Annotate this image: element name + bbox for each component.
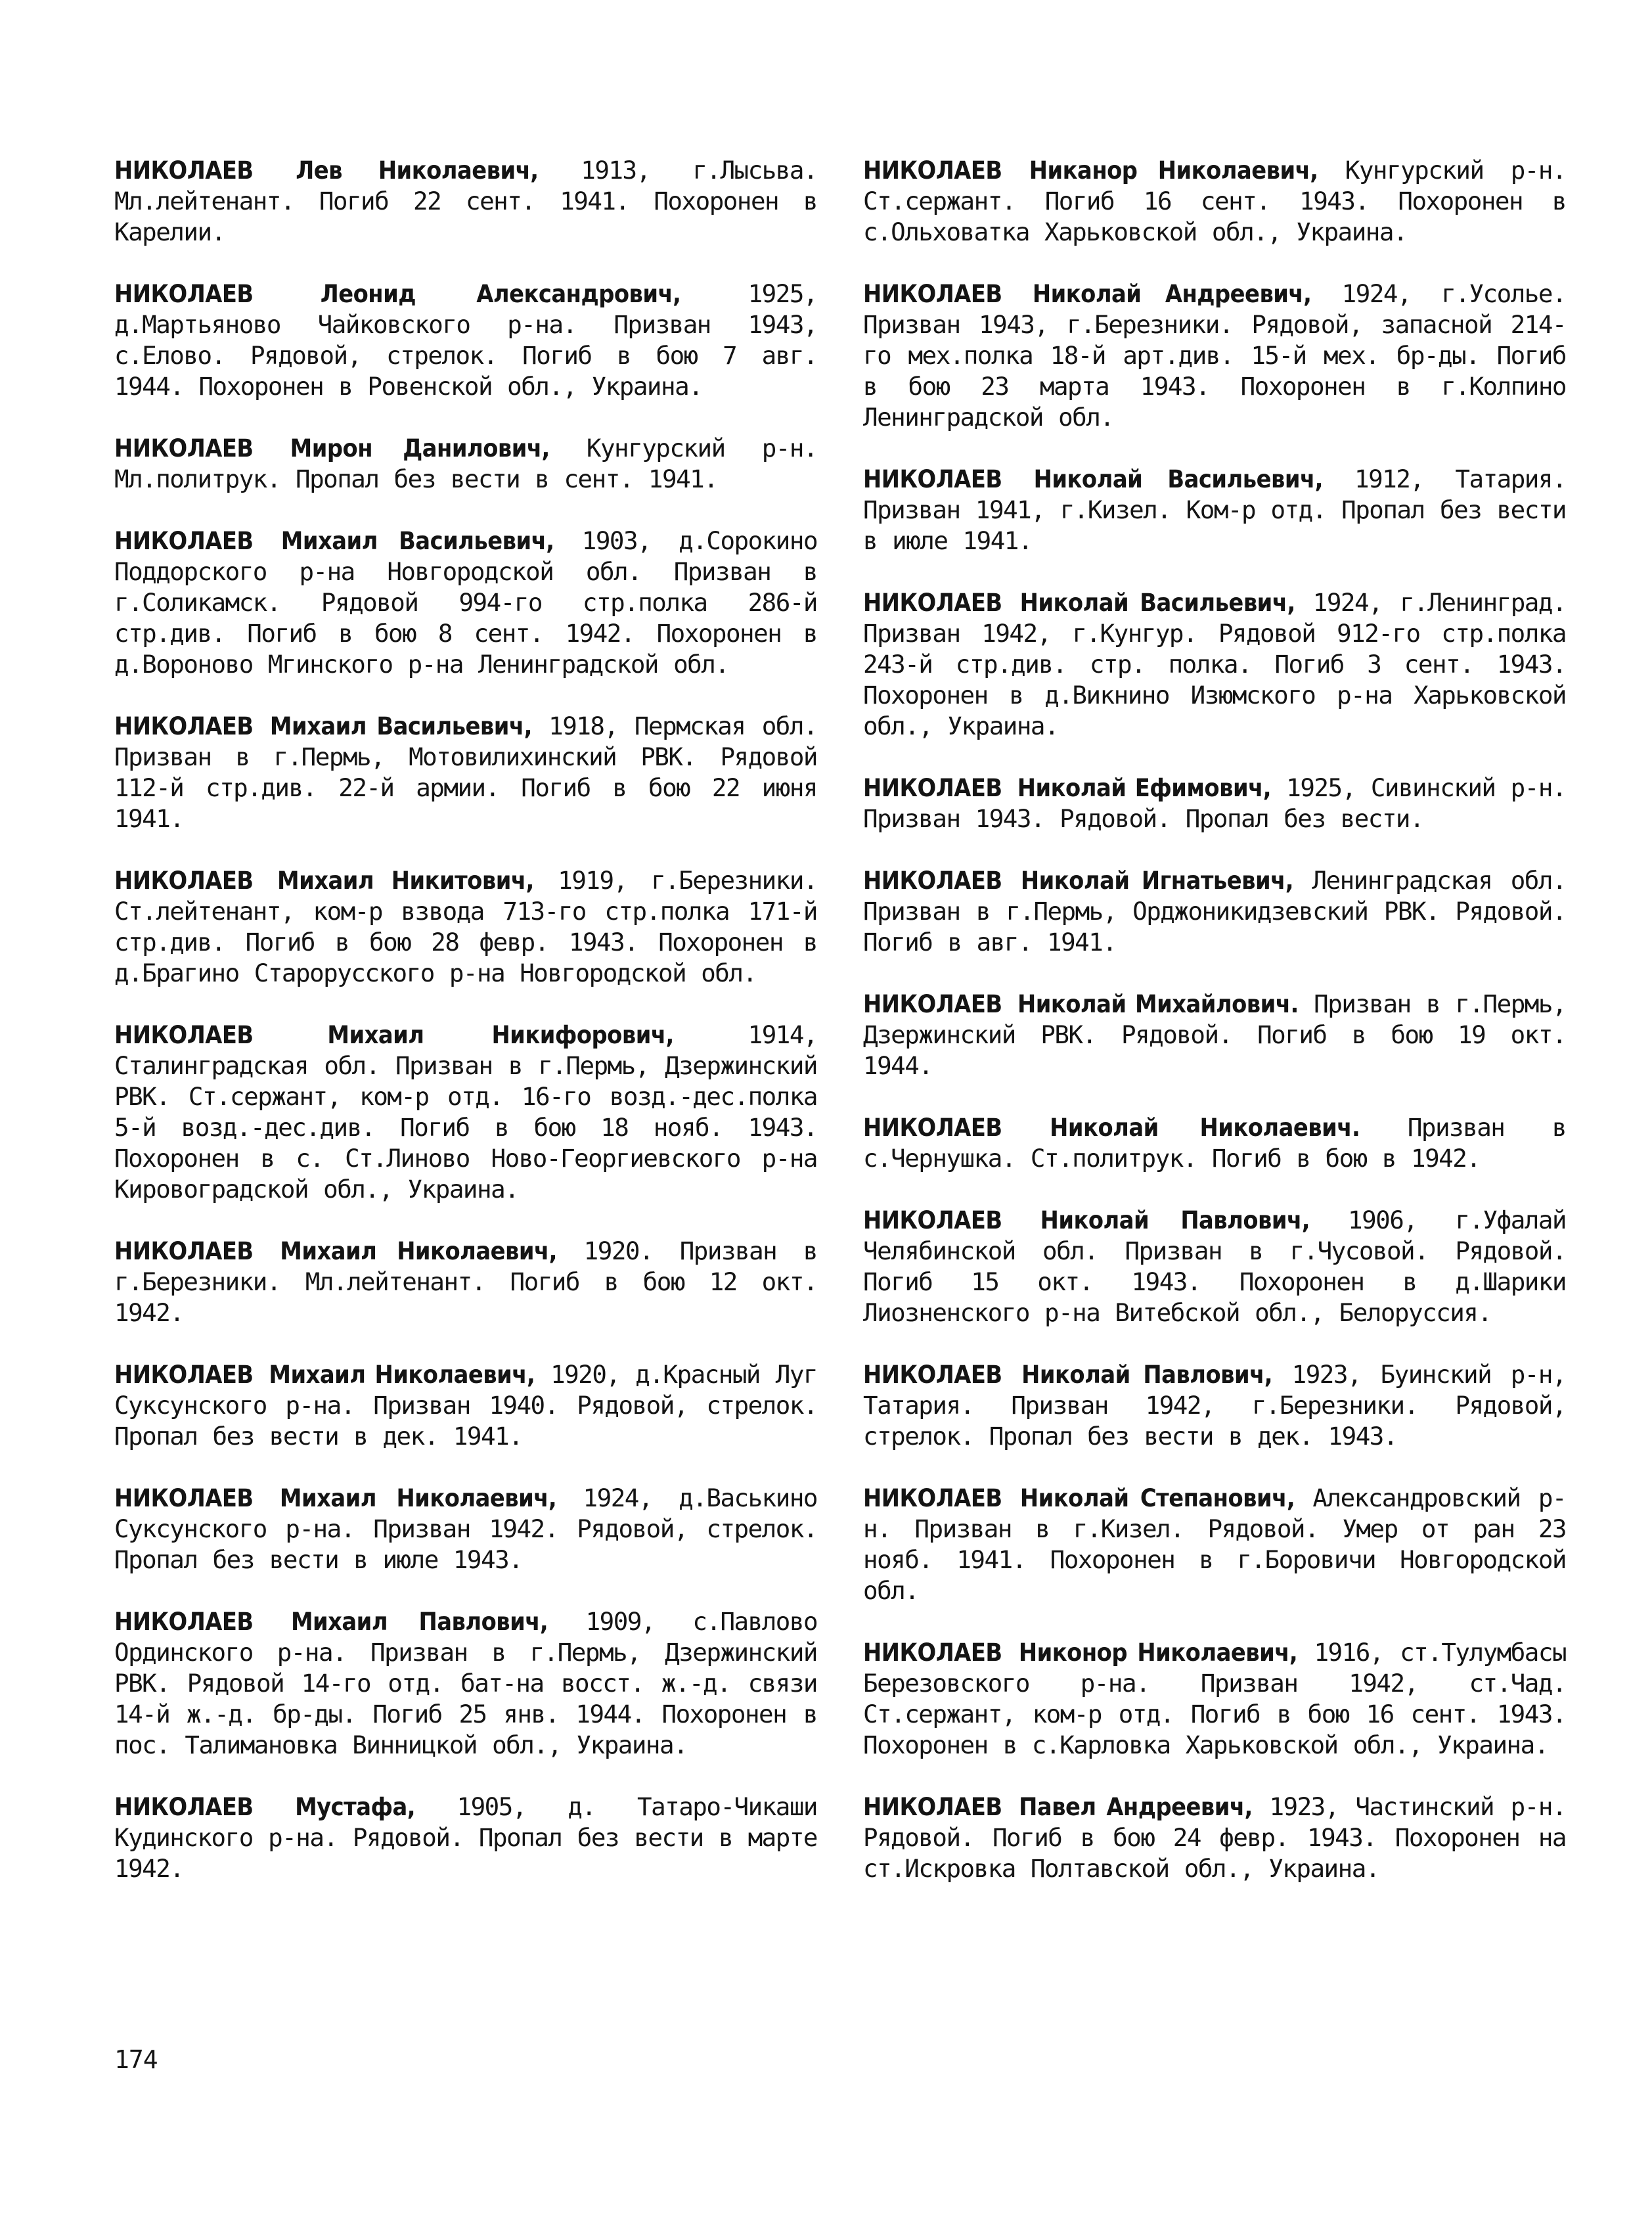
entry	[114, 526, 817, 680]
entry-given-name: Никанор Николаевич,	[1029, 156, 1318, 185]
entry-details: 1923, Частинский р-н. Рядовой. Погиб в бою 24 февр. 1943. Похоронен на ст.Искровка Полтавской обл., Украина.	[863, 1792, 1566, 1883]
left-column	[114, 155, 817, 1915]
entry-given-name: Лев Николаевич,	[296, 156, 539, 185]
entry-given-name: Михаил Павлович,	[290, 1607, 548, 1636]
entry-given-name: Михаил Николаевич,	[279, 1483, 557, 1512]
entry-given-name: Павел Андреевич,	[1019, 1792, 1253, 1821]
entry-surname: НИКОЛАЕВ	[114, 156, 254, 185]
entry-surname: НИКОЛАЕВ	[863, 1206, 1002, 1234]
entry-details: 1919, г.Березники. Ст.лейтенант, ком-р взвода 713-го стр.полка 171-й стр.див. Погиб в бою 28 февр. 1943. Похоронен в д.Брагино Старорусского р-на Новгородской обл.	[114, 866, 817, 987]
entry-surname: НИКОЛАЕВ	[863, 866, 1002, 895]
right-column	[863, 155, 1566, 1915]
entry-surname: НИКОЛАЕВ	[863, 1483, 1002, 1512]
entry-details: 1912, Татария. Призван 1941, г.Кизел. Ком-р отд. Пропал без вести в июле 1941.	[863, 464, 1567, 555]
entry-details: Призван в г.Пермь, Дзержинский РВК. Рядовой. Погиб в бою 19 окт. 1944.	[863, 989, 1567, 1080]
entry-given-name: Николай Степанович,	[1019, 1483, 1295, 1512]
entry-surname: НИКОЛАЕВ	[863, 279, 1002, 308]
entry-details: Александровский р-н. Призван в г.Кизел. Рядовой. Умер от ран 23 нояб. 1941. Похоронен в г.Боровичи Новгородской обл.	[863, 1483, 1567, 1605]
entry	[114, 1792, 817, 1884]
entry	[114, 865, 817, 989]
entry-surname: НИКОЛАЕВ	[114, 866, 254, 895]
entry-surname: НИКОЛАЕВ	[114, 712, 254, 740]
entry	[114, 711, 817, 834]
entry-details: Призван в с.Чернушка. Ст.политрук. Погиб в бою в 1942.	[863, 1113, 1566, 1173]
entry	[863, 1637, 1566, 1761]
entry	[863, 1483, 1566, 1606]
entry-surname: НИКОЛАЕВ	[863, 773, 1002, 802]
entry-given-name: Николай Николаевич.	[1050, 1113, 1360, 1142]
entry-given-name: Николай Михайлович.	[1017, 989, 1299, 1018]
entry	[863, 989, 1566, 1081]
entry	[114, 1236, 817, 1328]
entry-details: 1925, д.Мартьяново Чайковского р-на. Призван 1943, с.Елово. Рядовой, стрелок. Погиб в бою 7 авг. 1944. Похоронен в Ровенской обл., Украина.	[114, 279, 817, 401]
entry-surname: НИКОЛАЕВ	[114, 1483, 254, 1512]
entry-given-name: Михаил Никитович,	[277, 866, 534, 895]
entry-details: 1916, ст.Тулумбасы Березовского р-на. Призван 1942, ст.Чад. Ст.сержант, ком-р отд. Погиб в бою 16 сент. 1943. Похоронен в с.Карловка Харьковской обл., Украина.	[863, 1638, 1567, 1759]
entry-details: 1913, г.Лысьва. Мл.лейтенант. Погиб 22 сент. 1941. Похоронен в Карелии.	[114, 156, 818, 246]
entry-details: 1918, Пермская обл. Призван в г.Пермь, Мотовилихинский РВК. Рядовой 112-й стр.див. 22-й армии. Погиб в бою 22 июня 1941.	[114, 712, 818, 833]
entry-given-name: Михаил Николаевич,	[269, 1360, 535, 1389]
entry	[114, 1606, 817, 1761]
entry-given-name: Николай Андреевич,	[1032, 279, 1312, 308]
entry-given-name: Николай Павлович,	[1021, 1360, 1273, 1389]
entry-surname: НИКОЛАЕВ	[114, 279, 254, 308]
entry	[114, 1483, 817, 1575]
entry-details: 1906, г.Уфалай Челябинской обл. Призван в г.Чусовой. Рядовой. Погиб 15 окт. 1943. Похоронен в д.Шарики Лиозненского р-на Витебской обл., Белоруссия.	[863, 1206, 1566, 1327]
entry-surname: НИКОЛАЕВ	[863, 156, 1002, 185]
entry-given-name: Николай Ефимович,	[1017, 773, 1272, 802]
entry	[114, 433, 817, 495]
entry-surname: НИКОЛАЕВ	[863, 1360, 1002, 1389]
entry-given-name: Михаил Васильевич,	[280, 526, 554, 555]
entry-surname: НИКОЛАЕВ	[114, 434, 254, 463]
entry-given-name: Михаил Николаевич,	[280, 1236, 557, 1265]
entry	[863, 1359, 1566, 1452]
entry	[863, 773, 1566, 834]
entry	[863, 279, 1566, 433]
entry	[863, 865, 1566, 958]
entry	[863, 1205, 1566, 1328]
entry-details: 1920, д.Красный Луг Суксунского р-на. Призван 1940. Рядовой, стрелок. Пропал без вести в дек. 1941.	[114, 1360, 818, 1451]
entry-given-name: Леонид Александрович,	[320, 279, 681, 308]
entry-surname: НИКОЛАЕВ	[114, 1236, 254, 1265]
entry-details: 1914, Сталинградская обл. Призван в г.Пермь, Дзержинский РВК. Ст.сержант, ком-р отд. 16-го возд.-дес.полка 5-й возд.-дес.див. Погиб в бою 18 нояб. 1943. Похоронен в с. Ст.Линово Ново-Георгиевского р-на Кировоградской обл., Украина.	[114, 1020, 818, 1204]
entry	[863, 587, 1566, 742]
entry-details: 1924, г.Ленинград. Призван 1942, г.Кунгур. Рядовой 912-го стр.полка 243-й стр.див. стр. полка. Погиб 3 сент. 1943. Похоронен в д.Викнино Изюмского р-на Харьковской обл., Украина.	[863, 588, 1567, 740]
entry-surname: НИКОЛАЕВ	[863, 1792, 1002, 1821]
entry-surname: НИКОЛАЕВ	[863, 989, 1002, 1018]
entry-details: 1924, г.Усолье. Призван 1943, г.Березники. Рядовой, запасной 214-го мех.полка 18-й арт.див. 15-й мех. бр-ды. Погиб в бою 23 марта 1943. Похоронен в г.Колпино Ленинградской обл.	[863, 279, 1566, 432]
entry-surname: НИКОЛАЕВ	[114, 1792, 254, 1821]
entry	[863, 155, 1566, 248]
entry-details: Кунгурский р-н. Мл.политрук. Пропал без вести в сент. 1941.	[114, 434, 818, 493]
entry-surname: НИКОЛАЕВ	[114, 1360, 254, 1389]
entry-details: Кунгурский р-н. Ст.сержант. Погиб 16 сент. 1943. Похоронен в с.Ольховатка Харьковской обл., Украина.	[863, 156, 1567, 246]
entry-given-name: Михаил Васильевич,	[269, 712, 532, 740]
page-number: 174	[114, 2045, 158, 2074]
entry-details: Ленинградская обл. Призван в г.Пермь, Орджоникидзевский РВК. Рядовой. Погиб в авг. 1941.	[863, 866, 1567, 957]
entry-surname: НИКОЛАЕВ	[114, 1020, 254, 1049]
entry	[863, 1792, 1566, 1884]
entry-given-name: Николай Павлович,	[1040, 1206, 1310, 1234]
entry-given-name: Николай Васильевич,	[1033, 464, 1323, 493]
entry-surname: НИКОЛАЕВ	[863, 1113, 1002, 1142]
entry-given-name: Михаил Никифорович,	[327, 1020, 674, 1049]
entry-surname: НИКОЛАЕВ	[863, 464, 1002, 493]
entry	[863, 1112, 1566, 1174]
entry-surname: НИКОЛАЕВ	[863, 588, 1002, 617]
entry-surname: НИКОЛАЕВ	[863, 1638, 1002, 1667]
entry-surname: НИКОЛАЕВ	[114, 526, 254, 555]
entry-details: 1923, Буинский р-н, Татария. Призван 1942, г.Березники. Рядовой, стрелок. Пропал без вести в дек. 1943.	[863, 1360, 1567, 1451]
entry-details: 1903, д.Сорокино Поддорского р-на Новгородской обл. Призван в г.Соликамск. Рядовой 994-го стр.полка 286-й стр.див. Погиб в бою 8 сент. 1942. Похоронен в д.Вороново Мгинского р-на Ленинградской обл.	[114, 526, 818, 679]
entry-details: 1925, Сивинский р-н. Призван 1943. Рядовой. Пропал без вести.	[863, 773, 1566, 833]
entry-given-name: Мирон Данилович,	[290, 434, 550, 463]
entry	[114, 1020, 817, 1205]
entry-details: 1909, с.Павлово Ординского р-на. Призван в г.Пермь, Дзержинский РВК. Рядовой 14-го отд. бат-на восст. ж.-д. связи 14-й ж.-д. бр-ды. Погиб 25 янв. 1944. Похоронен в пос. Талимановка Винницкой обл., Украина.	[114, 1607, 818, 1759]
entry-given-name: Николай Игнатьевич,	[1020, 866, 1294, 895]
entry-given-name: Николай Васильевич,	[1019, 588, 1295, 617]
entry-surname: НИКОЛАЕВ	[114, 1607, 254, 1636]
entry	[114, 1359, 817, 1452]
entry-given-name: Мустафа,	[295, 1792, 416, 1821]
entry	[114, 279, 817, 402]
entry-details: 1924, д.Васькино Суксунского р-на. Призван 1942. Рядовой, стрелок. Пропал без вести в июле 1943.	[114, 1483, 817, 1574]
entry-details: 1905, д. Татаро-Чикаши Кудинского р-на. Рядовой. Пропал без вести в марте 1942.	[114, 1792, 818, 1883]
entry-given-name: Никонор Николаевич,	[1018, 1638, 1298, 1667]
entry	[114, 155, 817, 248]
entry	[863, 464, 1566, 556]
entry-details: 1920. Призван в г.Березники. Мл.лейтенант. Погиб в бою 12 окт. 1942.	[114, 1236, 818, 1327]
